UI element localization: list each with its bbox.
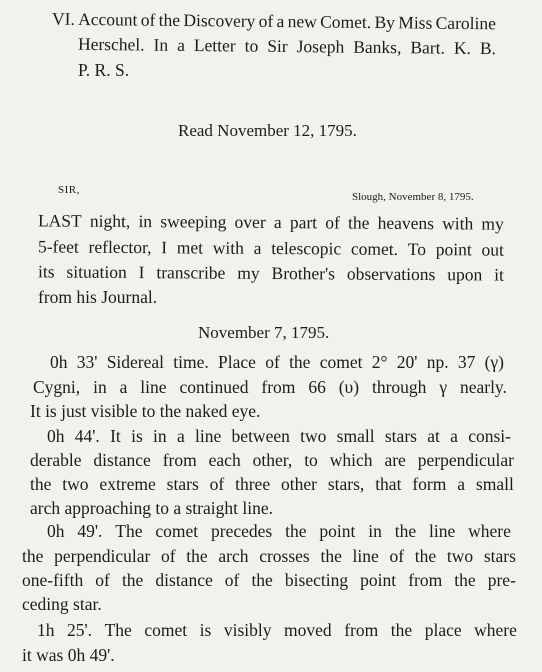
observation-date: November 7, 1795. <box>198 323 330 342</box>
place-date: Slough, November 8, 1795. <box>352 191 474 203</box>
salutation: SIR, <box>58 184 80 196</box>
intro-line-3: its situation I transcribe my Brother's observations upon it <box>37 261 504 285</box>
observation-line-3: It is just visible to the naked eye. <box>30 401 261 421</box>
observation-line-7: arch approaching to a straight line. <box>30 498 273 518</box>
observation-line-9: the perpendicular of the arch crosses the line of the two stars <box>22 546 516 566</box>
observation-line-8: 0h 49'. The comet precedes the point in the line where <box>47 521 511 541</box>
heading-line-1: VI. Account of the Discovery of a new Comet. By Miss Caroline <box>51 8 497 34</box>
observation-line-4: 0h 44'. It is in a line between two small stars at a consi- <box>47 426 511 446</box>
read-date: Read November 12, 1795. <box>178 121 357 140</box>
observation-line-6: the two extreme stars of three other stars, that form a small <box>30 474 514 494</box>
observation-line-2: Cygni, in a line continued from 66 (υ) through γ nearly. <box>33 377 507 397</box>
observation-line-13: it was 0h 49'. <box>22 645 115 665</box>
intro-line-1: LAST night, in sweeping over a part of the heavens with my <box>37 210 504 234</box>
intro-line-2: 5-feet reflector, I met with a telescopic comet. To point out <box>37 236 504 260</box>
observation-line-1: 0h 33' Sidereal time. Place of the comet 2° 20' np. 37 (γ) <box>50 352 504 372</box>
observation-line-5: derable distance from each other, to which are perpendicular <box>30 450 514 470</box>
heading-line-3: P. R. S. <box>78 60 130 80</box>
observation-line-10: one-fifth of the distance of the bisecting point from the pre- <box>22 570 516 590</box>
intro-line-4: from his Journal. <box>38 287 158 307</box>
heading-line-2: Herschel. In a Letter to Sir Joseph Banks, Bart. K. B. <box>77 33 497 59</box>
observation-line-12: 1h 25'. The comet is visibly moved from the place where <box>37 620 517 640</box>
observation-line-11: ceding star. <box>22 594 102 614</box>
